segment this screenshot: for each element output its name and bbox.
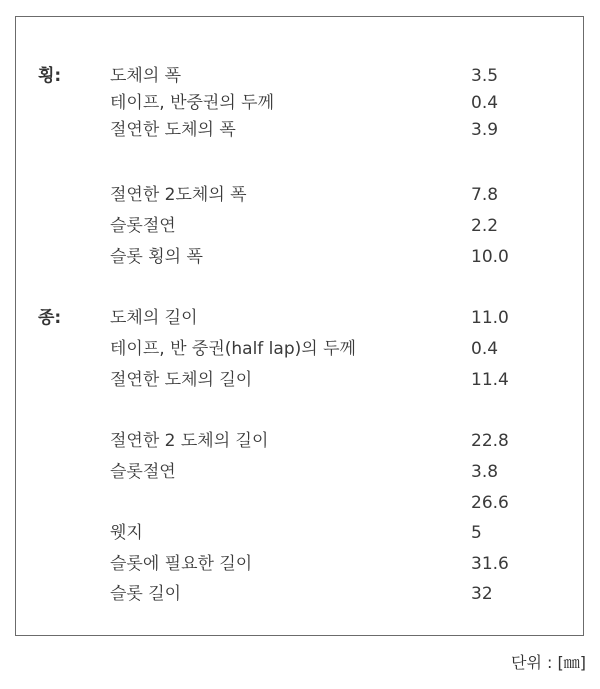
table-row [16,336,583,362]
section-heading-vertical: 종: [38,308,62,328]
row-value: 11.4 [471,370,509,390]
row-label: 웻지 [110,523,143,543]
row-value: 3.5 [471,66,499,86]
row-value: 32 [471,584,493,604]
table-row [16,244,583,270]
row-label: 절연한 2 도체의 길이 [110,431,269,451]
table-row [16,459,583,485]
table-row [16,90,583,116]
table-row [16,213,583,239]
section-heading-horizontal: 횡: [38,66,62,86]
row-label: 슬롯 길이 [110,584,182,604]
unit-note: 단위 : [㎜] [511,653,586,672]
row-value: 11.0 [471,308,509,328]
table-row [16,182,583,208]
row-label: 절연한 도체의 길이 [110,370,253,390]
row-value: 31.6 [471,554,509,574]
row-label: 슬롯절연 [110,462,176,482]
row-label: 절연한 2도체의 폭 [110,185,247,205]
table-row [16,490,583,516]
table-row [16,520,583,546]
row-label: 절연한 도체의 폭 [110,120,236,140]
row-label: 슬롯절연 [110,216,176,236]
row-label: 슬롯 횡의 폭 [110,247,203,267]
row-value: 0.4 [471,339,499,359]
row-label: 테이프, 반 중권(half lap)의 두께 [110,339,356,359]
row-value: 26.6 [471,493,509,513]
row-value: 22.8 [471,431,509,451]
row-label: 도체의 길이 [110,308,198,328]
row-value: 3.8 [471,462,499,482]
row-value: 10.0 [471,247,509,267]
table-row [16,305,583,331]
row-value: 0.4 [471,93,499,113]
row-value: 7.8 [471,185,499,205]
table-row [16,117,583,143]
table-row [16,367,583,393]
row-label: 테이프, 반중권의 두께 [110,93,275,113]
row-label: 도체의 폭 [110,66,182,86]
table-row [16,428,583,454]
table-row [16,63,583,89]
row-label: 슬롯에 필요한 길이 [110,554,253,574]
row-value: 3.9 [471,120,499,140]
row-value: 5 [471,523,482,543]
table-row [16,551,583,577]
table-row [16,581,583,607]
specification-table [15,16,584,636]
row-value: 2.2 [471,216,499,236]
